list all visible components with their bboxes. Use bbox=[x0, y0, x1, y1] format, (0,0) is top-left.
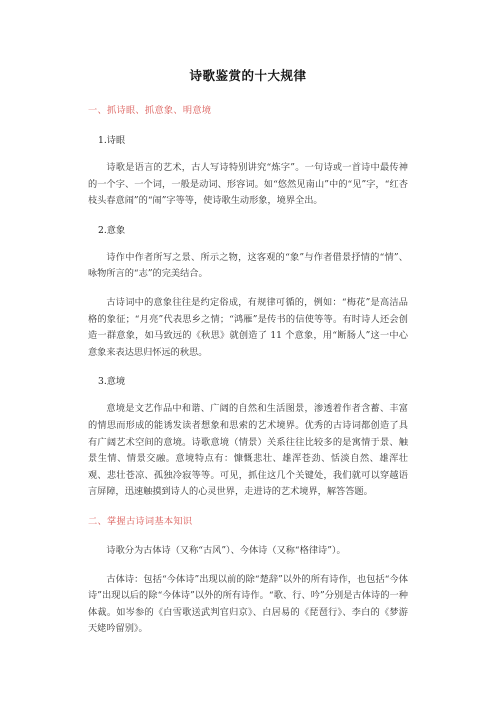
paragraph: 古诗词中的意象往往是约定俗成，有规律可循的，例如：“梅花”是高洁品格的象征；“月亮”代表思乡之情；“鸿雁”是传书的信使等等。有时诗人还会创造一群意象，如马致远的《秋思》就创造了 11 个意象，用“断肠人”这一中心意象来表达思归怀远的秋思。 bbox=[88, 296, 408, 358]
paragraph: 诗歌是语言的艺术，古人写诗特别讲究“炼字”。一句诗或一首诗中最传神的一个字、一个词，一般是动词、形容词。如“悠然见南山”中的“见”字，“红杏枝头春意闹”的“闹”字等等，使诗歌生动形象，境界全出。 bbox=[88, 162, 408, 207]
paragraph: 古体诗：包括“今体诗”出现以前的除“楚辞”以外的所有诗作，也包括“今体诗”出现以后的除“今体诗”以外的所有诗作。“歌、行、吟”分别是古体诗的一种体裁。如岑参的《白雪歌送武判官归京》、白居易的《琵琶行》、李白的《梦游天姥吟留别》。 bbox=[88, 573, 408, 635]
paragraph: 诗作中作者所写之景、所示之物，这客观的“象”与作者借景抒情的“情”、咏物所言的“志”的完美结合。 bbox=[88, 251, 408, 280]
paragraph: 意境是文艺作品中和谐、广阔的自然和生活图景，渗透着作者含蓄、丰富的情思而形成的能诱发读者想象和思索的艺术境界。优秀的古诗词都创造了具有广阔艺术空间的意境。诗歌意境（情景）关系往往比较多的是寓情于景、触景生情、情景交融。意境特点有：慷慨悲壮、雄浑苍劲、恬淡自然、雄浑壮观、悲壮苍凉、孤独冷寂等等。可见，抓住这几个关键处，我们就可以穿越语言屏障，迅速触摸到诗人的心灵世界，走进诗的艺术境界，解答答题。 bbox=[88, 403, 408, 498]
document-title: 诗歌鉴赏的十大规律 bbox=[189, 68, 307, 83]
subheading-imagery: 2.意象 bbox=[98, 224, 126, 236]
paragraph: 诗歌分为古体诗（又称“古风”）、今体诗（又称“格律诗”）。 bbox=[106, 544, 346, 556]
subheading-artistic-conception: 3.意境 bbox=[98, 376, 126, 388]
subheading-poem-eye: 1.诗眼 bbox=[98, 135, 126, 146]
section-heading-1: 一、抓诗眼、抓意象、明意境 bbox=[88, 105, 212, 116]
section-heading-2: 二、掌握古诗词基本知识 bbox=[88, 515, 193, 527]
